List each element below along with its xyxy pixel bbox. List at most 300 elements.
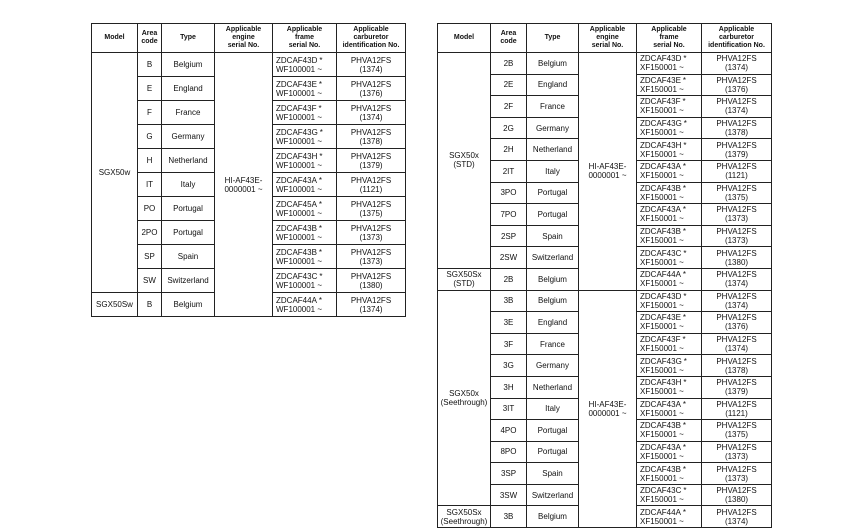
area-code-cell: B: [138, 293, 162, 317]
frame-serial-cell: [637, 160, 702, 182]
frame-serial-range: XF150001 ~: [640, 322, 684, 332]
carburetor-model: PHVA12FS: [716, 378, 757, 388]
frame-code-text: ZDCAF43F: [276, 103, 317, 113]
frame-code: [276, 200, 336, 209]
carburetor-id: (1375): [724, 192, 749, 202]
carburetor-model: PHVA12FS: [350, 151, 392, 161]
frame-serial-cell: [637, 268, 702, 290]
frame-serial-range: XF150001 ~: [640, 84, 684, 94]
frame-serial-cell: [637, 355, 702, 377]
frame-serial-range: WF100001 ~: [276, 256, 323, 266]
asterisk-mark: *: [682, 507, 687, 517]
frame-serial-cell: [637, 420, 702, 442]
table-row: [438, 53, 772, 75]
frame-code-text: ZDCAF43A: [276, 175, 317, 185]
area-code-cell: 2B: [491, 53, 527, 75]
carburetor-id: (1374): [724, 106, 749, 116]
frame-serial-range: WF100001 ~: [276, 136, 323, 146]
type-cell: France: [162, 101, 215, 125]
carburetor-model: PHVA12FS: [716, 162, 757, 172]
carburetor-id: (1121): [725, 171, 748, 181]
frame-code-text: ZDCAF43D: [640, 54, 682, 64]
frame-code-text: ZDCAF44A: [640, 270, 681, 280]
model-table-right: [437, 23, 772, 528]
frame-code: [640, 141, 701, 150]
carburetor-id: (1379): [724, 149, 749, 159]
frame-serial-cell: [273, 149, 337, 173]
carburetor-cell: [337, 173, 406, 197]
right-table-body: [438, 53, 772, 528]
model-variant: (STD): [453, 279, 475, 289]
carburetor-model: PHVA12FS: [716, 507, 757, 517]
frame-code-text: ZDCAF43H: [640, 140, 682, 150]
carburetor-model: PHVA12FS: [350, 79, 392, 89]
area-code-cell: PO: [138, 197, 162, 221]
carburetor-cell: [702, 312, 772, 334]
area-code-cell: 3F: [491, 333, 527, 355]
frame-serial-range: WF100001 ~: [276, 160, 323, 170]
asterisk-mark: *: [319, 55, 323, 65]
type-cell: Spain: [527, 463, 579, 485]
carburetor-id: (1375): [724, 430, 749, 440]
carburetor-cell: [702, 333, 772, 355]
carburetor-cell: [337, 269, 406, 293]
frame-serial-range: XF150001 ~: [640, 473, 684, 483]
frame-serial-range: XF150001 ~: [640, 408, 684, 418]
frame-code: [276, 296, 336, 305]
header-frame-serial: Applicable frame serial No.: [273, 24, 337, 53]
carburetor-model: PHVA12FS: [716, 183, 757, 193]
type-cell: Italy: [527, 160, 579, 182]
frame-serial-cell: [637, 53, 702, 75]
frame-code: [640, 184, 701, 193]
header-row: [92, 24, 406, 53]
frame-code-text: ZDCAF43D: [640, 291, 682, 301]
asterisk-mark: *: [682, 227, 687, 237]
frame-serial-range: XF150001 ~: [640, 192, 684, 202]
frame-serial-range: XF150001 ~: [640, 149, 684, 159]
asterisk-mark: *: [682, 335, 686, 345]
asterisk-mark: *: [318, 103, 322, 113]
model-cell: [438, 506, 491, 528]
area-code-cell: B: [138, 53, 162, 77]
type-cell: Portugal: [527, 182, 579, 204]
carburetor-model: PHVA12FS: [716, 227, 757, 237]
type-cell: Belgium: [162, 53, 215, 77]
carburetor-cell: [337, 77, 406, 101]
carburetor-id: (1374): [724, 63, 749, 73]
carburetor-cell: [702, 74, 772, 96]
area-code-cell: 3G: [491, 355, 527, 377]
carburetor-cell: [702, 225, 772, 247]
model-table-left: [91, 23, 406, 317]
frame-serial-range: XF150001 ~: [640, 430, 684, 440]
carburetor-id: (1374): [359, 64, 383, 74]
asterisk-mark: *: [683, 291, 687, 301]
area-code-cell: 8PO: [491, 441, 527, 463]
frame-serial-range: XF150001 ~: [640, 106, 684, 116]
type-cell: Italy: [162, 173, 215, 197]
type-cell: England: [527, 312, 579, 334]
carburetor-cell: [702, 463, 772, 485]
model-cell: [438, 290, 491, 506]
frame-serial-cell: [637, 247, 702, 269]
type-cell: Portugal: [162, 221, 215, 245]
frame-serial-range: WF100001 ~: [276, 280, 323, 290]
area-code-cell: 3B: [491, 290, 527, 312]
carburetor-cell: [702, 290, 772, 312]
type-cell: England: [162, 77, 215, 101]
frame-serial-cell: [273, 53, 337, 77]
carburetor-cell: [702, 441, 772, 463]
type-cell: Portugal: [527, 441, 579, 463]
area-code-cell: E: [138, 77, 162, 101]
carburetor-model: PHVA12FS: [716, 421, 757, 431]
frame-serial-cell: [637, 182, 702, 204]
carburetor-id: (1376): [359, 88, 383, 98]
frame-serial-range: XF150001 ~: [640, 387, 684, 397]
frame-code-text: ZDCAF44A: [276, 295, 317, 305]
asterisk-mark: *: [682, 75, 687, 85]
area-code-cell: IT: [138, 173, 162, 197]
carburetor-cell: [702, 376, 772, 398]
header-type: Type: [162, 24, 215, 53]
asterisk-mark: *: [318, 79, 323, 89]
carburetor-model: PHVA12FS: [350, 199, 392, 209]
frame-serial-range: WF100001 ~: [276, 304, 323, 314]
frame-serial-cell: [637, 225, 702, 247]
carburetor-id: (1374): [359, 112, 383, 122]
header-carburetor: Applicable carburetor identification No.: [702, 24, 772, 53]
frame-serial-cell: [637, 312, 702, 334]
model-name: SGX50x: [449, 389, 479, 398]
asterisk-mark: *: [683, 248, 687, 258]
frame-code: [640, 443, 701, 452]
frame-code: [640, 249, 701, 258]
type-cell: England: [527, 74, 579, 96]
frame-serial-range: XF150001 ~: [640, 344, 684, 354]
frame-serial-range: WF100001 ~: [276, 184, 323, 194]
carburetor-cell: [337, 197, 406, 221]
frame-serial-cell: [637, 506, 702, 528]
carburetor-cell: [337, 125, 406, 149]
header-area-code: Area code: [138, 24, 162, 53]
asterisk-mark: *: [682, 464, 687, 474]
model-name: SGX50Sx: [446, 270, 482, 280]
area-code-cell: 4PO: [491, 420, 527, 442]
frame-code-text: ZDCAF43B: [276, 223, 317, 233]
area-code-cell: H: [138, 149, 162, 173]
asterisk-mark: *: [319, 271, 323, 281]
carburetor-cell: [702, 506, 772, 528]
area-code-cell: 3IT: [491, 398, 527, 420]
frame-code-text: ZDCAF43C: [640, 486, 682, 496]
carburetor-id: (1379): [359, 160, 383, 170]
frame-code-text: ZDCAF43A: [640, 205, 681, 215]
frame-code: [640, 162, 701, 171]
carburetor-cell: [702, 420, 772, 442]
type-cell: Germany: [527, 355, 579, 377]
area-code-cell: 2H: [491, 139, 527, 161]
carburetor-cell: [702, 96, 772, 118]
carburetor-model: PHVA12FS: [716, 313, 757, 323]
frame-serial-cell: [637, 117, 702, 139]
frame-code: [640, 313, 701, 322]
header-carburetor: Applicable carburetor identification No.: [337, 24, 406, 53]
frame-code-text: ZDCAF43E: [640, 313, 681, 323]
carburetor-id: (1121): [359, 184, 383, 194]
model-cell: [438, 268, 491, 290]
carburetor-cell: [337, 149, 406, 173]
carburetor-id: (1376): [724, 322, 749, 332]
asterisk-mark: *: [683, 54, 687, 64]
type-cell: France: [527, 333, 579, 355]
model-cell: [438, 53, 491, 269]
asterisk-mark: *: [682, 442, 687, 452]
carburetor-id: (1379): [724, 387, 749, 397]
asterisk-mark: *: [318, 175, 323, 185]
frame-code-text: ZDCAF44A: [640, 507, 681, 517]
carburetor-id: (1375): [359, 208, 383, 218]
type-cell: Portugal: [162, 197, 215, 221]
carburetor-model: PHVA12FS: [716, 97, 757, 107]
asterisk-mark: *: [682, 205, 687, 215]
frame-serial-range: WF100001 ~: [276, 88, 323, 98]
carburetor-id: (1376): [724, 84, 749, 94]
frame-code-text: ZDCAF43A: [640, 442, 681, 452]
frame-serial-cell: [637, 333, 702, 355]
frame-code: [640, 465, 701, 474]
model-name: SGX50Sx: [446, 507, 482, 517]
area-code-cell: 3SP: [491, 463, 527, 485]
carburetor-model: PHVA12FS: [716, 442, 757, 452]
frame-code: [640, 270, 701, 279]
area-code-cell: 2E: [491, 74, 527, 96]
carburetor-model: PHVA12FS: [350, 175, 392, 185]
asterisk-mark: *: [682, 421, 687, 431]
carburetor-cell: [702, 53, 772, 75]
header-model: Model: [438, 24, 491, 53]
area-code-cell: SW: [138, 269, 162, 293]
type-cell: France: [527, 96, 579, 118]
frame-code: [640, 54, 701, 63]
carburetor-model: PHVA12FS: [716, 335, 757, 345]
frame-serial-cell: [273, 269, 337, 293]
carburetor-model: PHVA12FS: [716, 291, 757, 301]
frame-serial-range: XF150001 ~: [640, 451, 684, 461]
carburetor-id: (1374): [724, 279, 749, 289]
type-cell: Spain: [162, 245, 215, 269]
carburetor-id: (1373): [359, 256, 383, 266]
carburetor-model: PHVA12FS: [716, 75, 757, 85]
asterisk-mark: *: [318, 247, 323, 257]
frame-code-text: ZDCAF43F: [640, 335, 681, 345]
area-code-cell: 3SW: [491, 484, 527, 506]
asterisk-mark: *: [319, 127, 323, 137]
carburetor-model: PHVA12FS: [716, 486, 757, 496]
type-cell: Belgium: [527, 53, 579, 75]
area-code-cell: 2IT: [491, 160, 527, 182]
frame-serial-cell: [637, 484, 702, 506]
frame-code-text: ZDCAF43C: [276, 271, 318, 281]
carburetor-cell: [702, 484, 772, 506]
frame-serial-range: XF150001 ~: [640, 365, 684, 375]
area-code-cell: 7PO: [491, 204, 527, 226]
frame-serial-cell: [637, 96, 702, 118]
carburetor-model: PHVA12FS: [716, 54, 757, 64]
asterisk-mark: *: [683, 486, 687, 496]
area-code-cell: 3H: [491, 376, 527, 398]
carburetor-cell: [702, 268, 772, 290]
area-code-cell: 2B: [491, 268, 527, 290]
type-cell: Switzerland: [162, 269, 215, 293]
frame-code-text: ZDCAF45A: [276, 199, 317, 209]
frame-serial-range: XF150001 ~: [640, 279, 684, 289]
frame-code: [640, 205, 701, 214]
area-code-cell: G: [138, 125, 162, 149]
carburetor-id: (1374): [724, 300, 749, 310]
frame-serial-cell: [637, 290, 702, 312]
frame-code: [640, 508, 701, 517]
carburetor-id: (1378): [724, 128, 749, 138]
frame-code-text: ZDCAF43F: [640, 97, 681, 107]
asterisk-mark: *: [683, 356, 687, 366]
asterisk-mark: *: [682, 183, 687, 193]
carburetor-cell: [702, 160, 772, 182]
model-variant: (Seethrough): [440, 516, 488, 526]
frame-code: [276, 104, 336, 113]
frame-serial-range: WF100001 ~: [276, 112, 323, 122]
carburetor-model: PHVA12FS: [716, 464, 757, 474]
frame-serial-range: XF150001 ~: [640, 300, 684, 310]
area-code-cell: 3E: [491, 312, 527, 334]
frame-serial-range: XF150001 ~: [640, 63, 684, 73]
carburetor-cell: [337, 245, 406, 269]
engine-serial-cell: HI-AF43E-0000001 ~: [215, 53, 273, 317]
frame-serial-cell: [637, 463, 702, 485]
type-cell: Belgium: [527, 268, 579, 290]
model-cell: SGX50Sw: [92, 293, 138, 317]
asterisk-mark: *: [319, 151, 323, 161]
carburetor-model: PHVA12FS: [716, 205, 757, 215]
carburetor-id: (1374): [724, 344, 749, 354]
type-cell: Netherland: [527, 376, 579, 398]
engine-serial-cell: HI-AF43E-0000001 ~: [579, 290, 637, 528]
area-code-cell: 2SW: [491, 247, 527, 269]
frame-serial-cell: [273, 293, 337, 317]
frame-code: [640, 97, 701, 106]
frame-code-text: ZDCAF43E: [276, 79, 317, 89]
frame-code: [276, 272, 336, 281]
type-cell: Switzerland: [527, 247, 579, 269]
carburetor-id: (1121): [725, 408, 748, 418]
carburetor-id: (1374): [359, 304, 383, 314]
frame-serial-cell: [637, 204, 702, 226]
type-cell: Germany: [162, 125, 215, 149]
carburetor-cell: [702, 182, 772, 204]
area-code-cell: 2G: [491, 117, 527, 139]
carburetor-cell: [337, 221, 406, 245]
type-cell: Netherland: [162, 149, 215, 173]
carburetor-model: PHVA12FS: [350, 127, 392, 137]
frame-code: [640, 335, 701, 344]
frame-code: [640, 400, 701, 409]
carburetor-id: (1374): [724, 516, 749, 526]
frame-code-text: ZDCAF43B: [276, 247, 317, 257]
model-variant: (Seethrough): [440, 398, 488, 407]
frame-serial-cell: [273, 221, 337, 245]
frame-code: [640, 486, 701, 495]
header-engine-serial: Applicable engine serial No.: [215, 24, 273, 53]
frame-code: [276, 152, 336, 161]
carburetor-model: PHVA12FS: [350, 55, 392, 65]
carburetor-cell: [702, 117, 772, 139]
frame-code: [640, 292, 701, 301]
carburetor-cell: [702, 398, 772, 420]
area-code-cell: F: [138, 101, 162, 125]
carburetor-model: PHVA12FS: [716, 399, 757, 409]
frame-serial-range: WF100001 ~: [276, 64, 323, 74]
type-cell: Netherland: [527, 139, 579, 161]
area-code-cell: 3B: [491, 506, 527, 528]
frame-serial-range: XF150001 ~: [640, 495, 684, 505]
frame-serial-range: XF150001 ~: [640, 128, 684, 138]
carburetor-id: (1380): [724, 257, 749, 267]
type-cell: Belgium: [527, 290, 579, 312]
header-row: [438, 24, 772, 53]
asterisk-mark: *: [682, 97, 686, 107]
carburetor-model: PHVA12FS: [716, 270, 757, 280]
frame-serial-range: XF150001 ~: [640, 171, 684, 181]
frame-serial-cell: [273, 197, 337, 221]
carburetor-id: (1373): [359, 232, 383, 242]
type-cell: Belgium: [162, 293, 215, 317]
carburetor-cell: [702, 139, 772, 161]
carburetor-cell: [337, 101, 406, 125]
asterisk-mark: *: [318, 295, 323, 305]
left-table-body: [92, 53, 406, 317]
frame-code-text: ZDCAF43B: [640, 227, 681, 237]
frame-code-text: ZDCAF43E: [640, 75, 681, 85]
type-cell: Germany: [527, 117, 579, 139]
area-code-cell: SP: [138, 245, 162, 269]
frame-code: [640, 119, 701, 128]
header-type: Type: [527, 24, 579, 53]
carburetor-cell: [702, 247, 772, 269]
asterisk-mark: *: [318, 199, 323, 209]
frame-serial-range: XF150001 ~: [640, 516, 684, 526]
frame-serial-cell: [273, 125, 337, 149]
carburetor-id: (1373): [724, 236, 749, 246]
frame-code-text: ZDCAF43H: [640, 378, 682, 388]
table-row: [438, 290, 772, 312]
carburetor-model: PHVA12FS: [716, 248, 757, 258]
frame-serial-range: XF150001 ~: [640, 236, 684, 246]
frame-code: [276, 248, 336, 257]
frame-code-text: ZDCAF43B: [640, 464, 681, 474]
carburetor-id: (1378): [724, 365, 749, 375]
carburetor-model: PHVA12FS: [350, 295, 392, 305]
frame-code: [640, 357, 701, 366]
table-row: [92, 53, 406, 77]
frame-code: [640, 227, 701, 236]
frame-code-text: ZDCAF43G: [640, 119, 682, 129]
carburetor-model: PHVA12FS: [350, 223, 392, 233]
frame-serial-cell: [637, 376, 702, 398]
frame-code-text: ZDCAF43D: [276, 55, 318, 65]
frame-code-text: ZDCAF43A: [640, 399, 681, 409]
frame-code-text: ZDCAF43H: [276, 151, 318, 161]
